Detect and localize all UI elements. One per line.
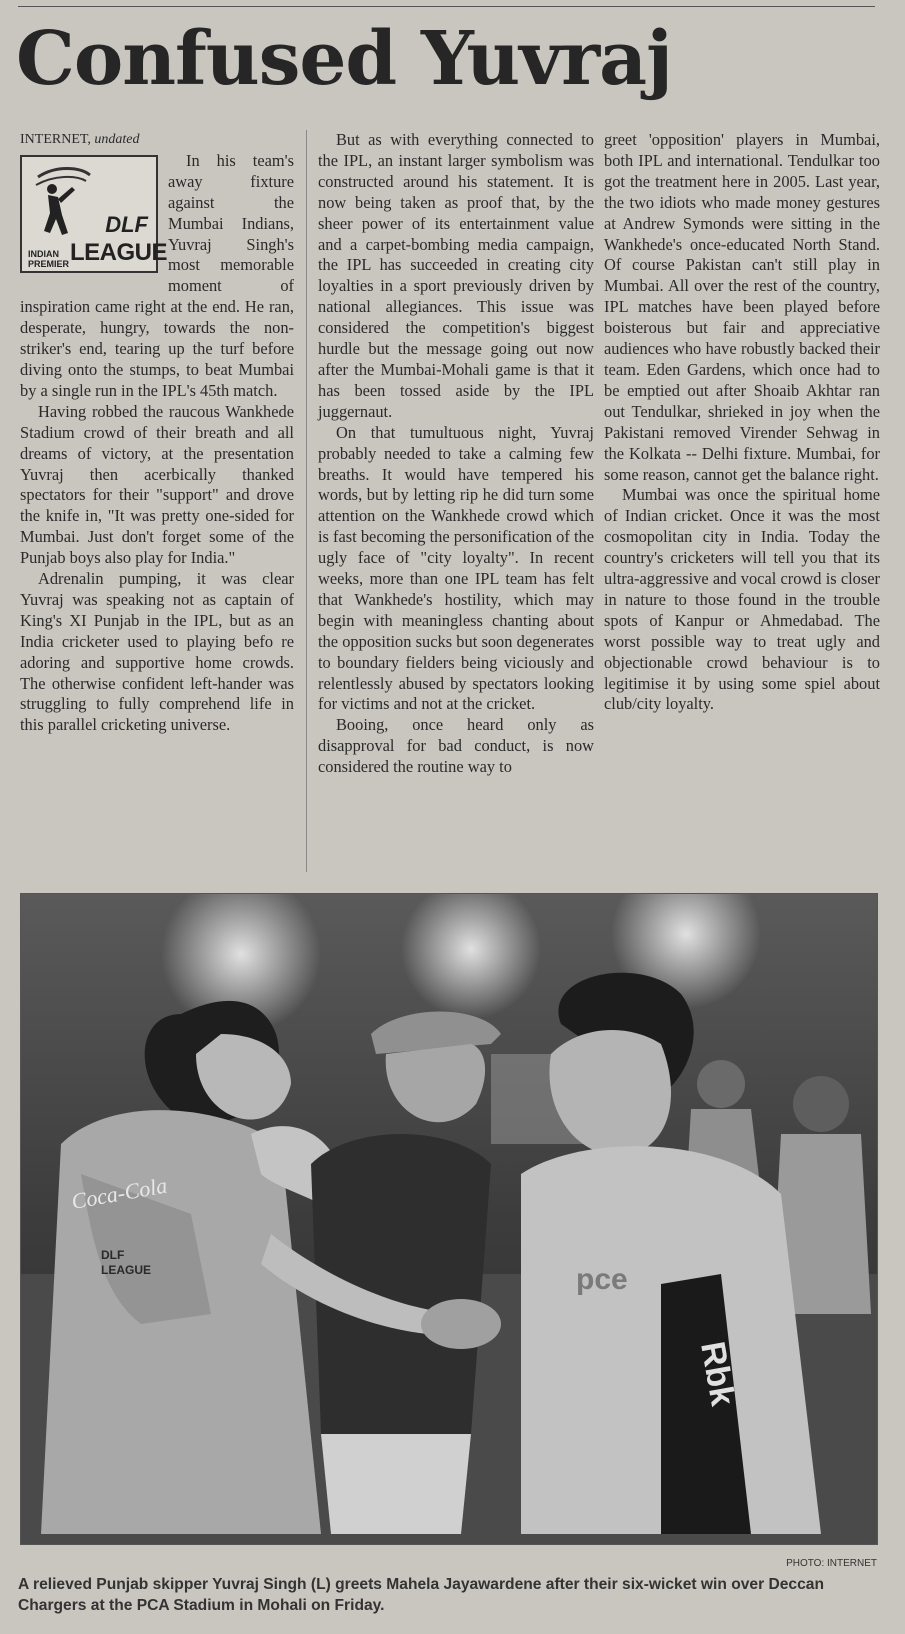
photo-caption: A relieved Punjab skipper Yuvraj Singh (L) greets Mahela Jayawardene after their six-wicket win over Deccan Chargers at the PCA Stadium in Mohali on Friday. bbox=[18, 1576, 824, 1614]
logo-line1: INDIAN bbox=[28, 248, 59, 259]
col2-paragraph-3: Booing, once heard only as disapproval for bad conduct, is now considered the routine way to bbox=[318, 715, 594, 777]
col1-paragraph-3: Adrenalin pumping, it was clear Yuvraj was speaking not as captain of King's XI Punjab in the IPL, but as an India cricketer used to playing befo re adoring and supportive home crowds. The otherwise confident left-hander was struggling to fully comprehend life in this parallel cricketing universe. bbox=[20, 569, 294, 735]
dateline-date: undated bbox=[94, 132, 140, 147]
jersey-sponsor-text: pce bbox=[576, 1263, 628, 1296]
logo-league: LEAGUE bbox=[70, 238, 168, 266]
ipl-logo bbox=[20, 155, 168, 273]
dateline-source: INTERNET, bbox=[20, 132, 91, 147]
logo-indian-premier bbox=[28, 249, 69, 269]
photo-credit: PHOTO: INTERNET bbox=[786, 1558, 877, 1569]
article-column-3 bbox=[604, 130, 880, 872]
top-rule bbox=[18, 6, 875, 7]
col2-paragraph-1: But as with everything connected to the IPL, an instant larger symbolism was constructed around his statement. It is now being taken as proof that, by the sheer power of its entertainment value and a carpet-bombing media campaign, the IPL has succeeded in creating city loyalties in a sport previously driven by national allegiances. This issue was considered the competition's biggest hurdle but the message going out now after the Mumbai-Mohali game is that it has been tossed aside by the IPL juggernaut. bbox=[318, 130, 594, 421]
article-column-1 bbox=[20, 130, 294, 872]
jersey-league-text: LEAGUE bbox=[101, 1263, 152, 1277]
dateline bbox=[20, 130, 294, 151]
batsman-logo-icon bbox=[28, 163, 98, 247]
jersey-dlf-text: DLF bbox=[101, 1248, 125, 1262]
cricketers-photo-illustration bbox=[21, 894, 878, 1545]
col1-paragraph-1: In his team's away fixture against the Mumbai Indians, Yuvraj Singh's most memorable moment of inspiration came right at the end. He ran, desperate, hungry, towards the non-striker's end, tearing up the turf before diving onto the stumps, to beat Mumbai by a single run in the IPL's 45th match. bbox=[20, 150, 294, 400]
logo-dlf: DLF bbox=[105, 211, 148, 237]
headline: Confused Yuvraj bbox=[16, 16, 672, 102]
article-column-2 bbox=[318, 130, 594, 872]
jersey-cocacola-text: Coca-Cola bbox=[69, 1172, 169, 1214]
col3-paragraph-1: greet 'opposition' players in Mumbai, both IPL and international. Tendulkar too got the treatment here in 2005. Last year, the two idiots who made money gestures at Andrew Symonds were sitting in the Wankhede's once-educated North Stand. Of course Pakistan can't still play in Mumbai. All over the rest of the country, IPL matches have been played before boisterous but fair and appreciative audiences who have robustly backed their team. Eden Gardens, which once had to be emptied out after Shoaib Akhtar ran out Tendulkar, shrieked in joy when the Pakistani removed Virender Sehwag in the Kolkata -- Delhi fixture. Mumbai, for some reason, cannot get the balance right. bbox=[604, 130, 880, 484]
col1-paragraph-2: Having robbed the raucous Wankhede Stadium crowd of their breath and all dreams of victory, at the presentation Yuvraj then acerbically thanked spectators for their "support" and drove the knife in, "It was pretty one-sided for Mumbai. Just don't forget some of the Punjab boys also play for India." bbox=[20, 401, 294, 568]
news-photo bbox=[20, 893, 878, 1545]
column-divider bbox=[306, 130, 307, 872]
handshake bbox=[421, 1299, 501, 1349]
col3-paragraph-2: Mumbai was once the spiritual home of Indian cricket. Once it was the most cosmopolitan city in India. Today the country's cricketers will tell you that its ultra-aggressive and vocal crowd is closer in nature to those found in the trouble spots of Kanpur or Ahmedabad. The worst possible way to treat ugly and objectionable crowd behaviour is to legitimise it by using some spiel about club/city loyalty. bbox=[604, 485, 880, 714]
article-body bbox=[20, 130, 880, 872]
col2-paragraph-2: On that tumultuous night, Yuvraj probably needed to take a calming few breaths. It would have tempered his words, but by letting rip he did turn some attention on the Wankhede crowd which is fast becoming the personification of the ugly face of "city loyalty". In recent weeks, more than one IPL team has felt that Wankhede's hostility, which may begin with meaningless chanting about the opposition sucks but soon degenerates to boundary fielders being viciously and relentlessly abused by spectators looking for victims and not at the cricket. bbox=[318, 422, 594, 714]
jersey-rbk-text: Rbk bbox=[693, 1338, 742, 1409]
logo-line2: PREMIER bbox=[28, 258, 70, 269]
